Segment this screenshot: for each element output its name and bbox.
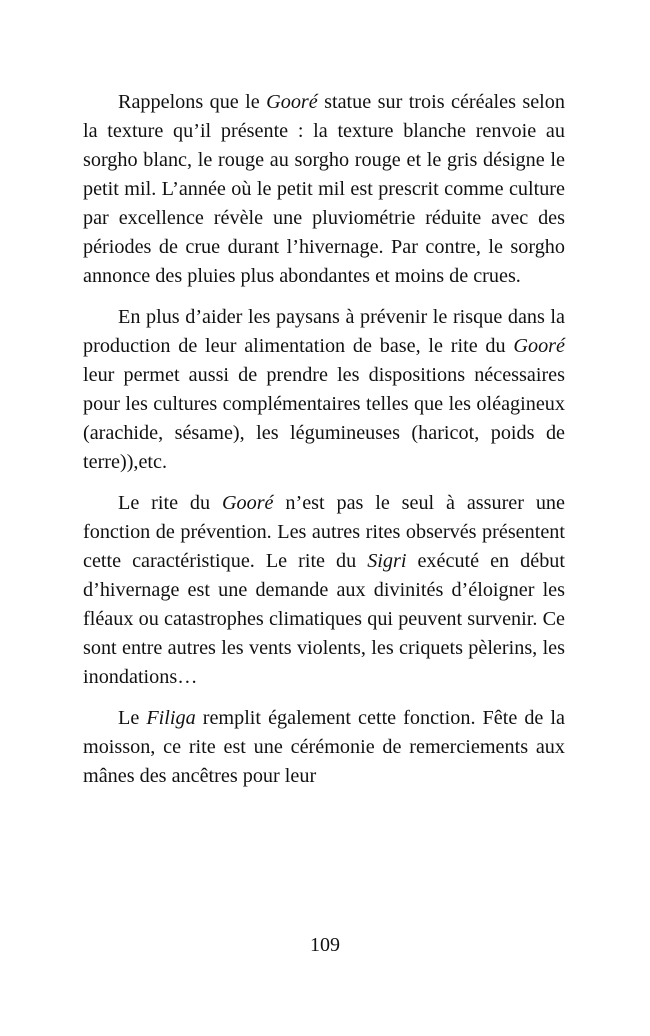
paragraph-3-italic-sigri: Sigri — [367, 550, 407, 572]
paragraph-3-italic-goore: Gooré — [221, 492, 274, 514]
paragraph-3-text-b: n’est pas le seul à assurer une fonction de prévention. Les autres rites observés présentent cette caractéristique. Le rite du — [83, 492, 565, 572]
paragraph-4-italic-filiga: Filiga — [146, 707, 196, 729]
page-number: 109 — [310, 934, 340, 956]
paragraph-2-text-b: leur permet aussi de prendre les dispositions nécessaires pour les cultures complémentaires telles que les oléagineux (arachide, sésame), les légumineuses (haricot, poids de terre)),etc. — [83, 364, 565, 473]
paragraph-1 — [83, 88, 565, 291]
paragraph-4-text-a: Le — [118, 707, 147, 729]
paragraph-4 — [83, 704, 565, 791]
paragraph-2 — [83, 303, 565, 477]
paragraph-1-text-b: statue sur trois céréales selon la texture qu’il présente : la texture blanche renvoie au sorgho blanc, le rouge au sorgho rouge et le gris désigne le petit mil. L’année où le petit mil est prescrit comme culture par excellence révèle une pluviométrie réduite avec des périodes de crue durant l’hivernage. Par contre, le sorgho annonce des pluies plus abondantes et moins de crues. — [83, 91, 565, 287]
paragraph-2-italic-goore: Gooré — [513, 335, 565, 357]
paragraph-3-text-a: Le rite du — [118, 492, 222, 514]
paragraph-1-text-a: Rappelons que le — [118, 91, 267, 113]
paragraph-3-text-c: exécuté en début d’hivernage est une demande aux divinités d’éloigner les fléaux ou catastrophes climatiques qui peuvent survenir. Ce sont entre autres les vents violents, les criquets pèlerins, les inondations… — [83, 550, 565, 688]
paragraph-2-text-a: En plus d’aider les paysans à prévenir le risque dans la production de leur alimentation de base, le rite du — [83, 306, 565, 357]
paragraph-4-text-b: remplit également cette fonction. Fête de la moisson, ce rite est une cérémonie de remerciements aux mânes des ancêtres pour leur — [83, 707, 565, 787]
paragraph-1-italic-goore: Gooré — [266, 91, 318, 113]
page-body — [83, 88, 565, 803]
paragraph-3 — [83, 489, 565, 692]
